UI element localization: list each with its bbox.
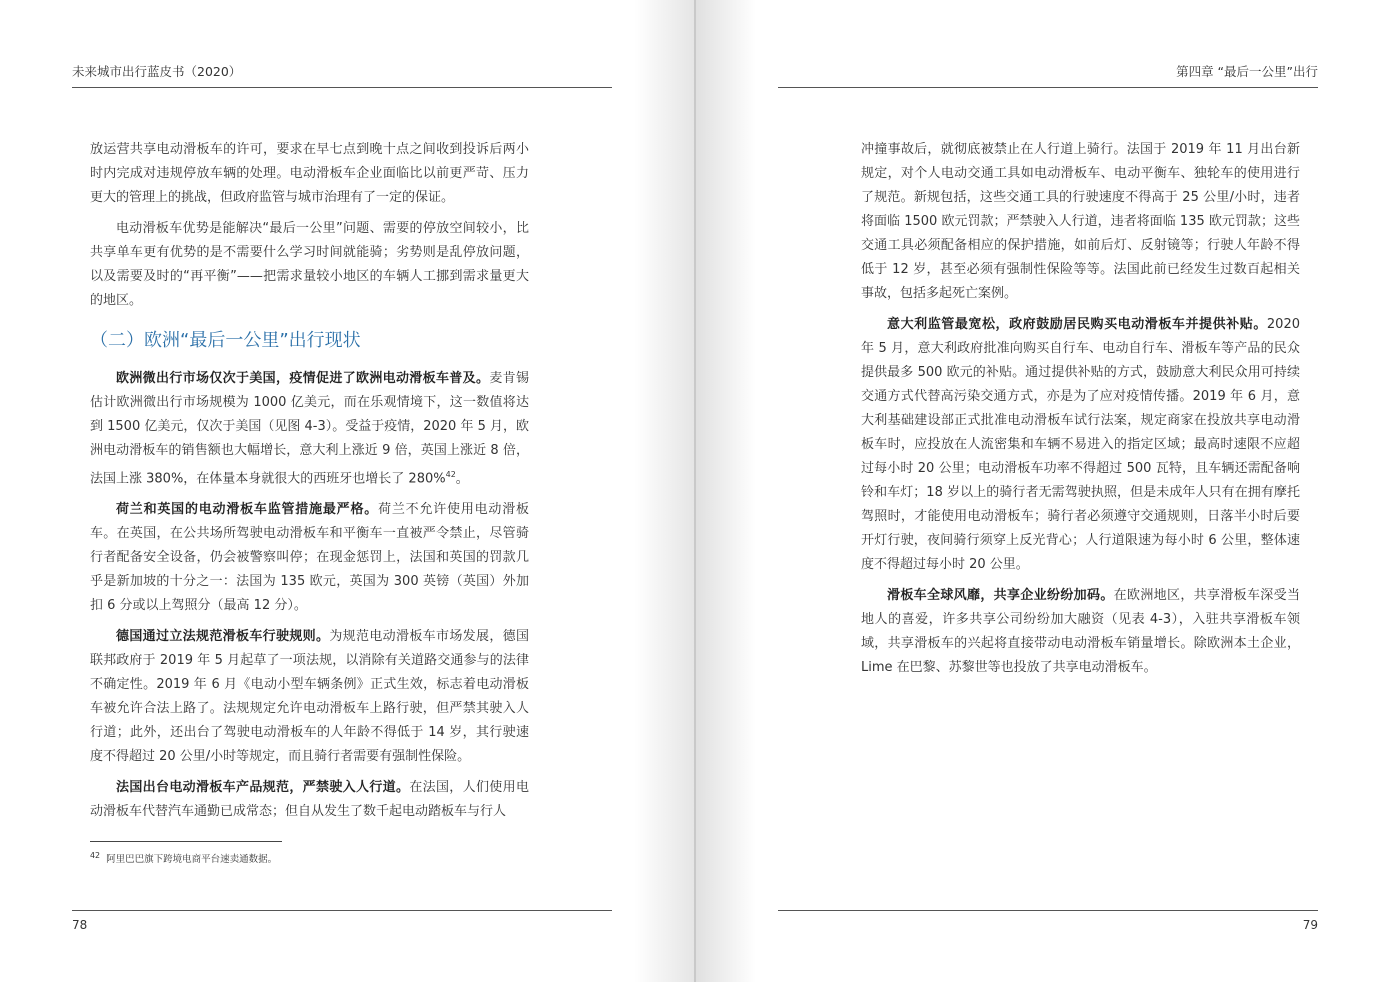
- paragraph: [861, 313, 1300, 577]
- footer-rule: [778, 910, 1318, 911]
- running-header-right: 第四章 “最后一公里”出行: [1176, 64, 1318, 79]
- paragraph: 放运营共享电动滑板车的许可，要求在早七点到晚十点之间收到投诉后两小时内完成对违规停放车辆的处理。电动滑板车企业面临比以前更严苛、压力更大的管理上的挑战，但政府监管与城市治理有了一定的保证。: [90, 142, 529, 205]
- page-number: 78: [72, 918, 88, 932]
- section-heading: （二）欧洲“最后一公里”出行现状: [90, 330, 361, 351]
- page-number: 79: [1302, 918, 1318, 932]
- paragraph: 电动滑板车优势是能解决“最后一公里”问题、需要的停放空间较小，比共享单车更有优势的是不需要什么学习时间就能骑；劣势则是乱停放问题，以及需要及时的“再平衡”——把需求量较小地区的车辆人工挪到需求量更大的地区。: [90, 221, 529, 308]
- paragraph: 冲撞事故后，就彻底被禁止在人行道上骑行。法国于 2019 年 11 月出台新规定，对个人电动交通工具如电动滑板车、电动平衡车、独轮车的使用进行了规范。新规包括，这些交通工具的行驶速度不得高于 25 公里/小时，违者将面临 1500 欧元罚款；严禁驶入人行道，违者将面临 135 欧元罚款；这些交通工具必须配备相应的保护措施，如前后灯、反射镜等；行驶人年龄不得低于 12 岁，甚至必须有强制性保险等等。法国此前已经发生过数百起相关事故，包括多起死亡案例。: [861, 142, 1300, 301]
- lead-sentence: 意大利监管最宽松，政府鼓励居民购买电动滑板车并提供补贴。: [887, 317, 1267, 332]
- running-header-left: 未来城市出行蓝皮书（2020）: [72, 64, 242, 79]
- paragraph-text: 在欧洲地区，共享滑板车深受当地人的喜爱，许多共享公司纷纷加大融资（见表 4-3），入驻共享滑板车领域，共享滑板车的兴起将直接带动电动滑板车销量增长。除欧洲本土企业，Lime 在巴黎、苏黎世等也投放了共享电动滑板车。: [861, 588, 1300, 675]
- binding-shadow: [696, 0, 756, 982]
- paragraph: [861, 584, 1300, 680]
- paragraph-text: 2020 年 5 月，意大利政府批准向购买自行车、电动自行车、滑板车等产品的民众提供最多 500 欧元的补贴。通过提供补贴的方式，鼓励意大利民众用可持续交通方式代替高污染交通方式，亦是为了应对疫情传播。2019 年 6 月，意大利基础建设部正式批准电动滑板车试行法案，规定商家在投放共享电动滑板车时，应投放在人流密集和车辆不易进入的指定区域；最高时速限不应超过每小时 20 公里；电动滑板车功率不得超过 500 瓦特，且车辆还需配备响铃和车灯；18 岁以上的骑行者无需驾驶执照，但是未成年人只有在拥有摩托驾照时，才能使用电动滑板车；骑行者必须遵守交通规则，日落半小时后要开灯行驶，夜间骑行须穿上反光背心；人行道限速为每小时 6 公里，整体速度不得超过每小时 20 公里。: [861, 317, 1300, 572]
- binding-shadow: [634, 0, 694, 982]
- footnote-text: 阿里巴巴旗下跨境电商平台速卖通数据。: [106, 854, 278, 866]
- footnote: [90, 851, 277, 865]
- paragraph: [90, 776, 529, 824]
- right-body-text: [861, 138, 1300, 687]
- paragraph-text: 在法国，人们使用电动滑板车代替汽车通勤已成常态；但自从发生了数千起电动踏板车与行人: [90, 780, 529, 820]
- paragraph: [90, 498, 529, 618]
- lead-sentence: 滑板车全球风靡，共享企业纷纷加码。: [887, 588, 1114, 603]
- right-page: [696, 0, 1390, 982]
- paragraph: [90, 367, 529, 491]
- footnote-number: 42: [90, 851, 101, 860]
- header-rule: [778, 87, 1318, 88]
- footnote-rule: [90, 841, 282, 842]
- footer-rule: [72, 910, 612, 911]
- lead-sentence: 欧洲微出行市场仅次于美国，疫情促进了欧洲电动滑板车普及。: [116, 371, 490, 386]
- header-rule: [72, 87, 612, 88]
- footnote-ref[interactable]: 42: [445, 470, 456, 479]
- lead-sentence: 德国通过立法规范滑板车行驶规则。: [116, 629, 330, 645]
- paragraph-text: 麦肯锡估计欧洲微出行市场规模为 1000 亿美元，而在乐观情境下，这一数值将达到 1500 亿美元，仅次于美国（见图 4-3）。受益于疫情，2020 年 5 月，欧洲电动滑板车的销售额也大幅增长，意大利上涨近 9 倍，英国上涨近 8 倍，法国上涨 380%，在体量本身就很大的西班牙也增长了 280%: [90, 371, 529, 487]
- paragraph: [90, 625, 529, 769]
- lead-sentence: 法国出台电动滑板车产品规范，严禁驶入人行道。: [116, 780, 410, 796]
- left-page: [0, 0, 694, 982]
- paragraph-text: 。: [455, 471, 469, 487]
- left-body-text: [90, 138, 529, 831]
- lead-sentence: 荷兰和英国的电动滑板车监管措施最严格。: [116, 502, 379, 518]
- paragraph-text: 为规范电动滑板车市场发展，德国联邦政府于 2019 年 5 月起草了一项法规，以消除有关道路交通参与的法律不确定性。2019 年 6 月《电动小型车辆条例》正式生效，标志着电动滑板车被允许合法上路了。法规规定允许电动滑板车上路行驶，但严禁其驶入人行道；此外，还出台了驾驶电动滑板车的人年龄不得低于 14 岁，其行驶速度不得超过 20 公里/小时等规定，而且骑行者需要有强制性保险。: [90, 629, 529, 765]
- paragraph-text: 荷兰不允许使用电动滑板车。在英国，在公共场所驾驶电动滑板车和平衡车一直被严令禁止，尽管骑行者配备安全设备，仍会被警察叫停；在现金惩罚上，法国和英国的罚款几乎是新加坡的十分之一：法国为 135 欧元，英国为 300 英镑（英国）外加扣 6 分或以上驾照分（最高 12 分）。: [90, 502, 529, 614]
